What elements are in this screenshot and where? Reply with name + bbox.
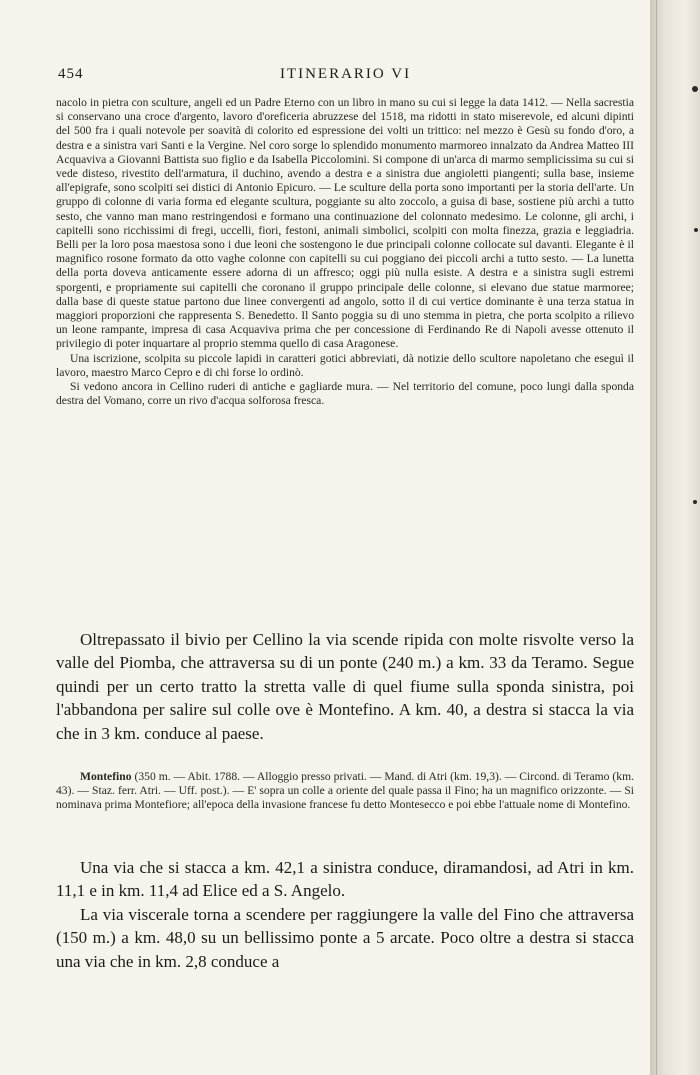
- main-text-section: [56, 628, 634, 745]
- montefino-paragraph: [56, 770, 634, 813]
- main-paragraph: Una via che si stacca a km. 42,1 a sinistra conduce, diramandosi, ad Atri in km. 11,1 e in km. 11,4 ad Elice ed a S. Angelo.: [56, 858, 634, 901]
- place-name: Montefino: [80, 770, 132, 783]
- page-edge-line: [656, 0, 657, 1075]
- ink-mark: [692, 86, 698, 92]
- chapter-title: ITINERARIO VI: [279, 66, 412, 82]
- fine-print-paragraph: Una iscrizione, scolpita su piccole lapidi in caratteri gotici abbreviati, dà notizie dello scultore napoletano che eseguì il lavoro, maestro Marco Cepro e di chi forse lo ordinò.: [56, 351, 634, 379]
- main-paragraph: La via viscerale torna a scendere per raggiungere la valle del Fino che attraversa (150 m.) a km. 48,0 su un bellissimo ponte a 5 arcate. Poco oltre a destra si stacca una via che in km. 2,8 conduce a: [56, 904, 634, 971]
- running-header: [58, 66, 633, 88]
- main-text-section-2: [56, 856, 634, 973]
- fine-print-paragraph: nacolo in pietra con sculture, angeli ed un Padre Eterno con un libro in mano su cui si legge la data 1412. — Nella sacrestia si conservano una croce d'argento, lavoro d'oreficeria abruzzese del 1518, ma ridotti in stato miserevole, ed alcuni dipinti del 500 fra i quali notevole per soavità di colorito ed espressione dei volti un trittico: nel mezzo è Gesù su fondo d'oro, a destra e a sinistra vari Santi e la Vergine. Nel coro sorge lo splendido monumento marmoreo innalzato da Andrea Matteo III Acquaviva a Giovanni Battista suo figlio e da Isabella Piccolomini. Si compone di un'arca di marmo semplicissima su cui si vede disteso, rivestito dell'armatura, il duchino, avendo a destra e a sinistra due angioletti piangenti; sulla base, insieme all'epigrafe, sono scolpiti sei distici di Antonio Epicuro. — Le sculture della porta sono importanti per la storia dell'arte. Un gruppo di colonne di varia forma ed elegante scultura, poggiante su alto zoccolo, a guisa di base, sostiene più archi a tutto sesto, che vanno man mano restringendosi e formano una continuazione del colonnato medesimo. Le colonne, gli archi, i capitelli sono ricchissimi di fregi, uccelli, fiori, festoni, animali simbolici, scolpiti con molta finezza, grazia e leggiadria. Belli per la loro posa maestosa sono i due leoni che sostengono le due principali colonne collocate sul davanti. Elegante è il magnifico rosone formato da otto vaghe colonne con capitelli su cui poggiano dei piccoli archi a tutto sesto. — La lunetta della porta doveva anticamente essere adorna di un affresco; oggi più nulla esiste. A destra e a sinistra sugli estremi sporgenti, e propriamente sui capitelli che coronano il gruppo principale delle colonne, si elevano due statue marmoree; dalla base di queste statue partono due linee convergenti ad angolo, sotto il di cui vertice dominante è una terza statua in maggiori proporzioni che rappresenta S. Benedetto. Il Santo poggia su di uno stemma in pietra, che porta scolpito a rilievo un leone rampante, impresa di casa Acquaviva prima che per concessione di Ferdinando Re di Napoli avesse ottenuto il privilegio di poter inquartare al proprio stemma quello di casa Aragonese.: [56, 96, 634, 351]
- main-paragraph: Oltrepassato il bivio per Cellino la via scende ripida con molte risvolte verso la valle del Piomba, che attraversa su di un ponte (240 m.) a km. 33 da Teramo. Segue quindi per un certo tratto la stretta valle di quel fiume sulla sponda sinistra, poi l'abbandona per salire sul colle ove è Montefino. A km. 40, a destra si stacca la via che in 3 km. conduce al paese.: [56, 630, 634, 743]
- ink-mark: [693, 500, 697, 504]
- page-number: 454: [58, 66, 84, 82]
- montefino-entry: [56, 770, 634, 813]
- ink-mark: [694, 228, 698, 232]
- fine-print-section: [56, 96, 634, 408]
- place-details: (350 m. — Abit. 1788. — Alloggio presso privati. — Mand. di Atri (km. 19,3). — Circond. di Teramo (km. 43). — Staz. ferr. Atri. — Uff. post.). — E' sopra un colle a oriente del quale passa il Fino; ha un magnifico orizzonte. — Si nominava prima Montefiore; all'epoca della invasione francese fu detto Montesecco e poi ebbe l'attuale nome di Montefino.: [56, 770, 635, 812]
- fine-print-paragraph: Si vedono ancora in Cellino ruderi di antiche e gagliarde mura. — Nel territorio del comune, poco lungi dalla sponda destra del Vomano, corre un rivo d'acqua solforosa fresca.: [56, 380, 634, 408]
- book-gutter: [650, 0, 700, 1075]
